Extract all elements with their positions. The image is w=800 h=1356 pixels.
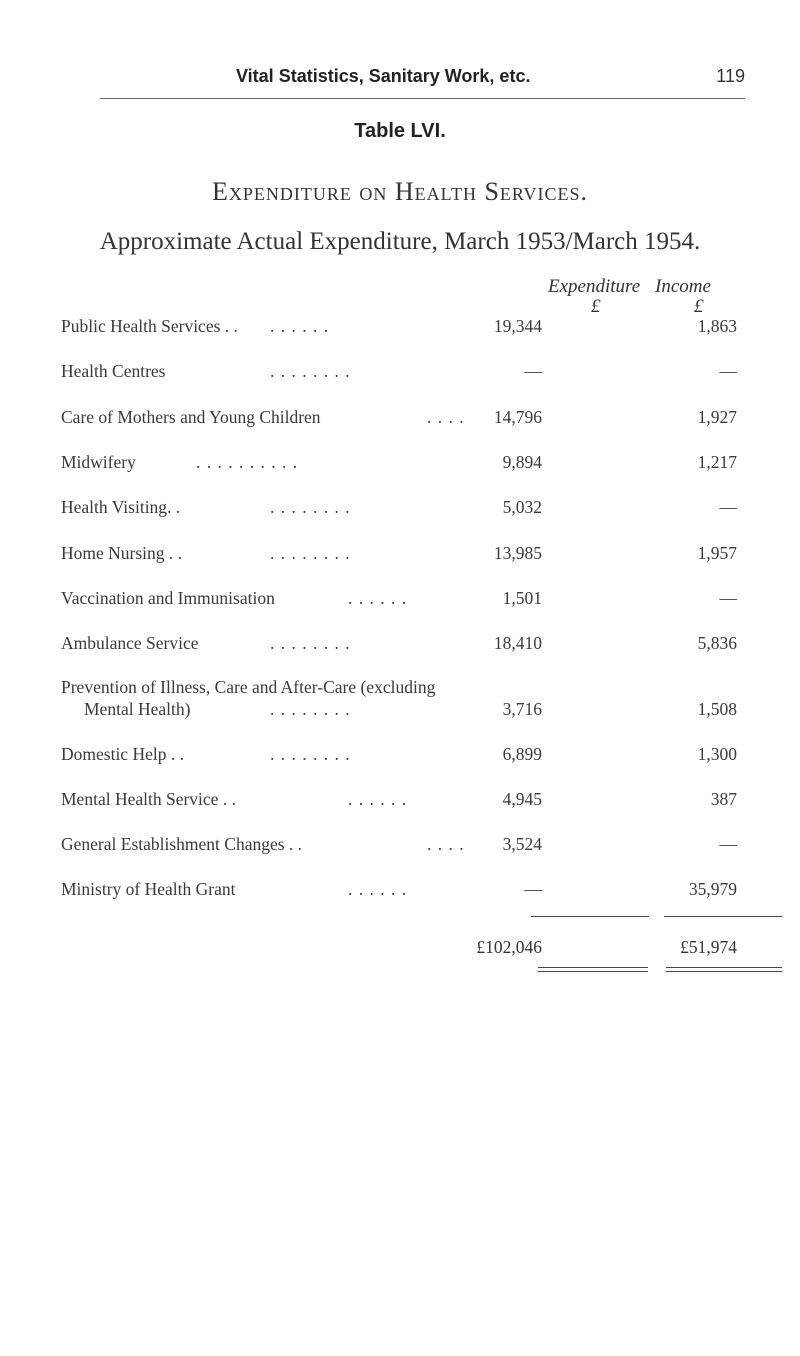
income-value: — [719, 588, 737, 608]
income-value: 1,863 [697, 316, 737, 336]
table-row [0, 452, 800, 474]
expenditure-value: — [524, 361, 542, 381]
expenditure-value: 13,985 [493, 543, 542, 563]
income-value: — [719, 361, 737, 381]
expenditure-value: 5,032 [502, 497, 542, 517]
table-row [0, 361, 800, 383]
table-row [0, 497, 800, 519]
income-value: 387 [710, 789, 737, 809]
table-row [0, 543, 800, 565]
leader-dots: . . . . . . [348, 879, 408, 899]
income-value: 1,508 [697, 699, 737, 719]
table-row [0, 834, 800, 856]
row-label: Health Visiting. . [61, 497, 181, 517]
row-label: Health Centres [61, 361, 166, 381]
row-label: Public Health Services . . [61, 316, 238, 336]
row-label: Prevention of Illness, Care and After-Care (excluding [61, 677, 436, 697]
income-value: 1,300 [697, 744, 737, 764]
header-rule [100, 98, 745, 99]
table-subtitle: Approximate Actual Expenditure, March 1953/March 1954. [99, 228, 701, 255]
leader-dots: . . . . . . . . [270, 361, 351, 381]
leader-dots: . . . . . . . . . . [196, 452, 299, 472]
leader-dots: . . . . [427, 407, 465, 427]
income-total-rule [664, 916, 782, 917]
row-label: Home Nursing . . [61, 543, 183, 563]
page-number: 119 [716, 66, 745, 86]
row-label: Mental Health Service . . [61, 789, 236, 809]
income-column-header: Income [655, 276, 711, 297]
row-label: Vaccination and Immunisation [61, 588, 275, 608]
expenditure-value: 4,945 [502, 789, 542, 809]
income-value: 35,979 [688, 879, 737, 899]
table-row [0, 744, 800, 766]
expenditure-column-header: Expenditure [548, 276, 641, 297]
expenditure-total-rule [531, 916, 649, 917]
expenditure-value: 18,410 [493, 633, 542, 653]
expenditure-value: 14,796 [493, 407, 542, 427]
expenditure-total: £102,046 [476, 937, 542, 957]
income-value: — [719, 834, 737, 854]
table-row [0, 789, 800, 811]
table-row [0, 677, 800, 723]
expenditure-unit: £ [591, 296, 601, 317]
expenditure-value: 6,899 [502, 744, 542, 764]
expenditure-double-rule [538, 967, 648, 972]
expenditure-value: — [524, 879, 542, 899]
leader-dots: . . . . . . . . [270, 744, 351, 764]
leader-dots: . . . . . . [270, 316, 330, 336]
expenditure-value: 1,501 [502, 588, 542, 608]
income-double-rule [666, 967, 782, 972]
table-row [0, 633, 800, 655]
row-label-continuation: Mental Health) [84, 699, 191, 719]
income-value: 1,957 [697, 543, 737, 563]
table-row [0, 316, 800, 338]
expenditure-value: 3,524 [502, 834, 542, 854]
leader-dots: . . . . [427, 834, 465, 854]
leader-dots: . . . . . . [348, 588, 408, 608]
table-title: Expenditure on Health Services. [211, 177, 588, 206]
income-value: 5,836 [697, 633, 737, 653]
leader-dots: . . . . . . . . [270, 633, 351, 653]
row-label: Ambulance Service [61, 633, 199, 653]
leader-dots: . . . . . . . . [270, 543, 351, 563]
row-label: Domestic Help . . [61, 744, 184, 764]
income-unit: £ [694, 296, 704, 317]
row-label: Midwifery [61, 452, 136, 472]
row-label: Ministry of Health Grant [61, 879, 236, 899]
row-label: Care of Mothers and Young Children [61, 407, 321, 427]
expenditure-value: 3,716 [502, 699, 542, 719]
expenditure-value: 9,894 [502, 452, 542, 472]
row-label: General Establishment Changes . . [61, 834, 303, 854]
income-total: £51,974 [680, 937, 737, 957]
income-value: — [719, 497, 737, 517]
table-row [0, 879, 800, 901]
table-label: Table LVI. [354, 120, 446, 142]
leader-dots: . . . . . . [348, 789, 408, 809]
table-row [0, 588, 800, 610]
table-row [0, 407, 800, 429]
leader-dots: . . . . . . . . [270, 699, 351, 719]
running-title: Vital Statistics, Sanitary Work, etc. [236, 66, 531, 86]
expenditure-value: 19,344 [493, 316, 542, 336]
income-value: 1,927 [697, 407, 737, 427]
leader-dots: . . . . . . . . [270, 497, 351, 517]
income-value: 1,217 [697, 452, 737, 472]
